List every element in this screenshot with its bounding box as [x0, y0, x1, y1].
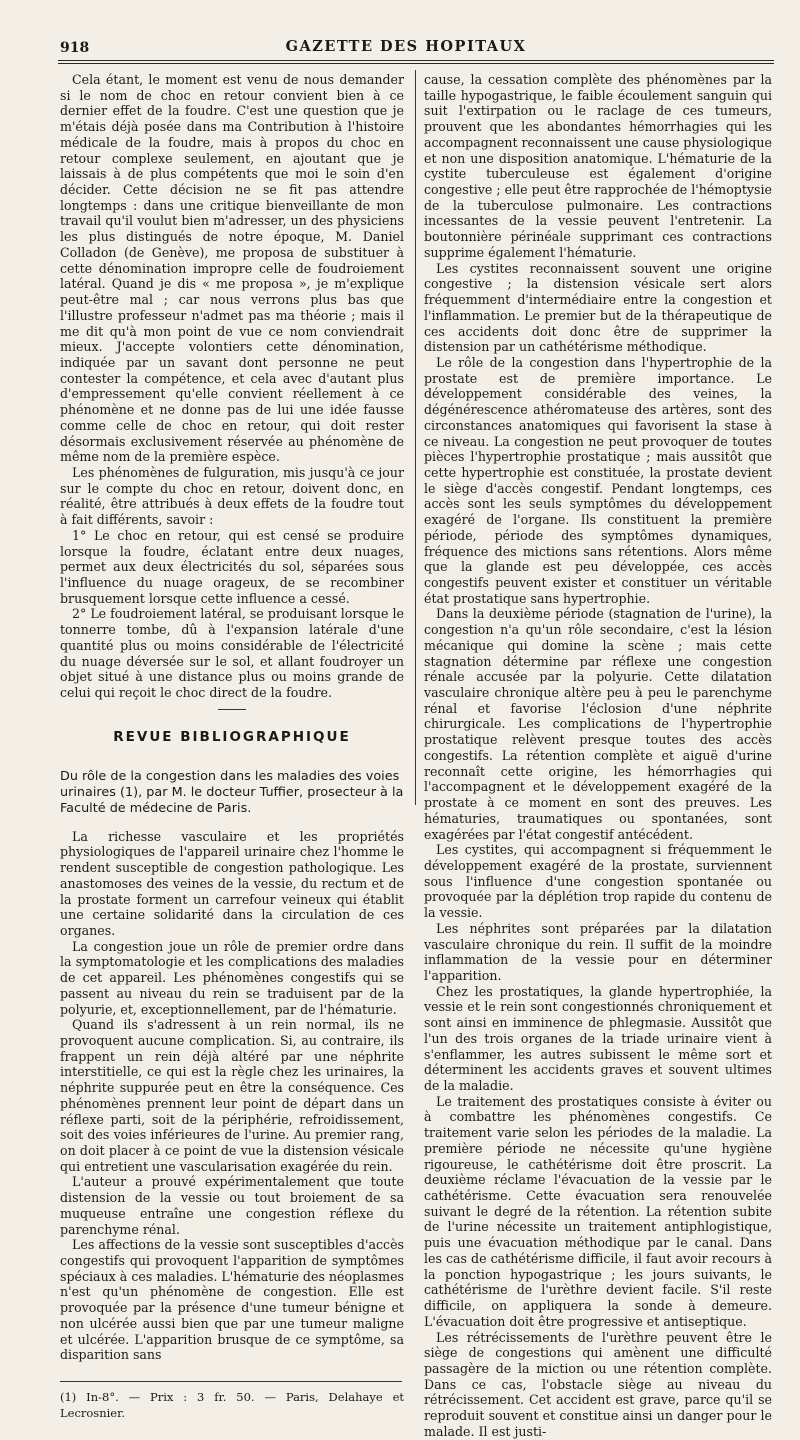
paragraph: Les cystites reconnaissent souvent une origine congestive ; la distension vésicale sert alors fréquemment d'intermédiaire entre la congestion et l'inflammation. Le premier but de la thérapeutique de ces accidents doit donc être de supprimer la distension par un cathétérisme méthodique. [424, 260, 772, 355]
paragraph: L'auteur a prouvé expérimentalement que toute distension de la vessie ou tout broiement de sa muqueuse entraîne une congestion réflexe du parenchyme rénal. [60, 1174, 404, 1237]
paragraph: La congestion joue un rôle de premier ordre dans la symptomatologie et les complications des maladies de cet appareil. Les phénomènes congestifs qui se passent au niveau du rein se traduisent par de la polyurie, et, exceptionnellement, par de l'hématurie. [60, 938, 404, 1017]
page-number: 918 [60, 40, 90, 56]
paragraph: cause, la cessation complète des phénomènes par la taille hypogastrique, le faible écoulement sanguin qui suit l'extirpation ou le raclage de ces tumeurs, prouvent que les abondantes hémorrhagies qui les accompagnent reconnaissent une cause physiologique et non une disposition anatomique. L'hématurie de la cystite tuberculeuse est également d'origine congestive ; elle peut être rapprochée de l'hémoptysie de la tuberculose pulmonaire. Les contractions incessantes de la vessie peuvent l'entretenir. La boutonnière périnéale supprimant ces contractions supprime également l'hématurie. [424, 72, 772, 260]
paragraph: Les phénomènes de fulguration, mis jusqu'à ce jour sur le compte du choc en retour, doivent donc, en réalité, être attribués à deux effets de la foudre tout à fait différents, savoir : [60, 464, 404, 528]
paragraph: Quand ils s'adressent à un rein normal, ils ne provoquent aucune complication. Si, au contraire, ils frappent un rein déjà altéré par une néphrite interstitielle, ce qui est la règle chez les urinaires, la néphrite suppurée peut en être la conséquence. Ces phénomènes prennent leur point de départ dans un réflexe parti, soit de la périphérie, refroidissement, soit des voies inférieures de l'urine. Au premier rang, on doit placer à ce point de vue la distension vésicale qui entretient une vascularisation exagérée du rein. [60, 1017, 404, 1174]
paragraph: Les rétrécissements de l'urèthre peuvent être le siège de congestions qui amènent une difficulté passagère de la miction ou une rétention complète. Dans ce cas, l'obstacle siège au niveau du rétrécissement. Cet accident est grave, parce qu'il se reproduit souvent et constitue ainsi un danger pour le malade. Il est justi- [424, 1329, 772, 1439]
footnote: (1) In-8°. — Prix : 3 fr. 50. — Paris, Delahaye et Lecrosnier. [60, 1390, 404, 1420]
right-column [424, 72, 772, 1440]
footnote-rule [60, 1381, 402, 1382]
paragraph: Le rôle de la congestion dans l'hypertrophie de la prostate est de première importance. Le développement considérable des veines, la dégénérescence athéromateuse des artères, sont des circonstances anatomiques qui favorisent la stase à ce niveau. La congestion ne peut provoquer de toutes pièces l'hypertrophie prostatique ; mais aussitôt que cette hypertrophie est constituée, la prostate devient le siège d'accès congestif. Pendant longtemps, ces accès sont les seuls symptômes du développement exagéré de l'organe. Ils constituent la première période, période des symptômes dynamiques, fréquence des mictions sans rétentions. Alors même que la glande est peu développée, ces accès congestifs peuvent exister et constituer un véritable état prostatique sans hypertrophie. [424, 354, 772, 606]
column-divider [415, 70, 416, 805]
paragraph: Les néphrites sont préparées par la dilatation vasculaire chronique du rein. Il suffit de la moindre inflammation de la vessie pour en déterminer l'apparition. [424, 920, 772, 983]
paragraph: Les affections de la vessie sont susceptibles d'accès congestifs qui provoquent l'apparition de symptômes spéciaux à ces maladies. L'hématurie des néoplasmes n'est qu'un phénomène de congestion. Elle est provoquée par la présence d'une tumeur bénigne et non ulcérée aussi bien que par une tumeur maligne et ulcérée. L'apparition brusque de ce symptôme, sa disparition sans [60, 1237, 404, 1363]
paragraph: La richesse vasculaire et les propriétés physiologiques de l'appareil urinaire chez l'homme le rendent susceptible de congestion pathologique. Les anastomoses des veines de la vessie, du rectum et de la prostate forment un carrefour veineux qui établit une certaine solidarité dans la circulation de ces organes. [60, 828, 404, 938]
article-title: Du rôle de la congestion dans les maladies des voies urinaires (1), par M. le docteur Tuffier, prosecteur à la Faculté de médecine de Paris. [60, 769, 404, 816]
paragraph: Cela étant, le moment est venu de nous demander si le nom de choc en retour convient bien à ce dernier effet de la foudre. C'est une question que je m'étais déjà posée dans ma Contribution à l'histoire médicale de la foudre, mais à propos du choc en retour complexe seulement, en ajoutant que je laissais à de plus compétents que moi le soin d'en décider. Cette décision ne se fit pas attendre longtemps : dans une critique bienveillante de mon travail qu'il voulut bien m'adresser, un des physiciens les plus distingués de notre époque, M. Daniel Colladon (de Genève), me proposa de substituer à cette dénomination impropre celle de foudroiement latéral. Quand je dis « me proposa », je m'explique peut-être mal ; car nous verrons plus bas que l'illustre professeur n'admet pas ma théorie ; mais il me dit qu'à mon point de vue ce nom conviendrait mieux. J'accepte volontiers cette dénomination, indiquée par un savant dont personne ne peut contester la compétence, et cela avec d'autant plus d'empressement qu'elle convient réellement à ce phénomène et ne donne pas de lui une idée fausse comme celle de choc en retour, qui doit rester désormais exclusivement réservée au phénomène de même nom de la première espèce. [60, 72, 404, 465]
paragraph: Dans la deuxième période (stagnation de l'urine), la congestion n'a qu'un rôle secondaire, c'est la lésion mécanique qui domine la scène ; mais cette stagnation détermine par réflexe une congestion rénale accusée par la polyurie. Cette dilatation vasculaire chronique altère peu à peu le parenchyme rénal et favorise l'éclosion d'une néphrite chirurgicale. Les complications de l'hypertrophie prostatique relèvent presque toutes des accès congestifs. La rétention complète et aiguë d'urine reconnaît cette origine, les hémorrhagies qui l'accompagnent et le développement exagéré de la prostate à ce moment en sont des preuves. Les hématuries, traumatiques ou spontanées, sont exagérées par l'état congestif antécédent. [424, 606, 772, 842]
paragraph: 2° Le foudroiement latéral, se produisant lorsque le tonnerre tombe, dû à l'expansion latérale d'une quantité plus ou moins considérable de l'électricité du nuage déversée sur le sol, et allant foudroyer un objet situé à une distance plus ou moins grande de celui qui reçoit le choc direct de la foudre. [60, 606, 404, 701]
paragraph: 1° Le choc en retour, qui est censé se produire lorsque la foudre, éclatant entre deux nuages, permet aux deux électricités du sol, séparées sous l'influence du nuage orageux, de se recombiner brusquement lorsque cette influence a cessé. [60, 527, 404, 606]
paragraph: Les cystites, qui accompagnent si fréquemment le développement exagéré de la prostate, surviennent sous l'influence d'une congestion spontanée ou provoquée par la déplétion trop rapide du contenu de la vessie. [424, 842, 772, 921]
section-separator [218, 709, 246, 710]
header-rule-thin [58, 63, 774, 64]
paragraph: Le traitement des prostatiques consiste à éviter ou à combattre les phénomènes congestifs. Ce traitement varie selon les périodes de la maladie. La première période ne nécessite qu'une hygiène rigoureuse, le cathétérisme doit être proscrit. La deuxième réclame l'évacuation de la vessie par le cathétérisme. Cette évacuation sera renouvelée suivant le degré de la rétention. La rétention subite de l'urine nécessite un traitement antiphlogistique, puis une évacuation méthodique par le canal. Dans les cas de cathétérisme difficile, il faut avoir recours à la ponction hypogastrique ; les jours suivants, le cathétérisme de l'urèthre devient facile. S'il reste difficile, on appliquera la sonde à demeure. L'évacuation doit être progressive et antiseptique. [424, 1093, 772, 1329]
paragraph: Chez les prostatiques, la glande hypertrophiée, la vessie et le rein sont congestionnés chroniquement et sont ainsi en imminence de phlegmasie. Aussitôt que l'un des trois organes de la triade urinaire vient à s'enflammer, les autres subissent le même sort et déterminent les accidents graves et souvent ultimes de la maladie. [424, 983, 772, 1093]
running-title: GAZETTE DES HOPITAUX [285, 38, 527, 55]
page-header [52, 36, 760, 62]
section-title: REVUE BIBLIOGRAPHIQUE [113, 728, 351, 745]
header-rule [58, 60, 774, 61]
left-column [60, 72, 404, 1422]
